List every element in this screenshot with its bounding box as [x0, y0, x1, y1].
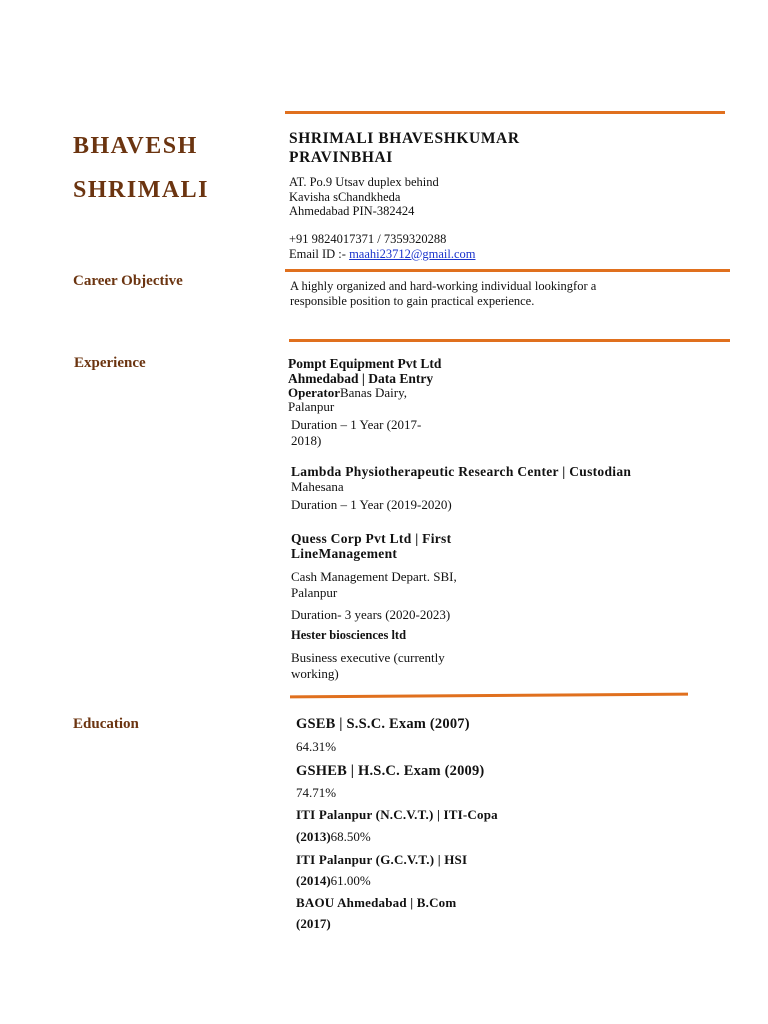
job3-title-line2: LineManagement	[291, 546, 398, 561]
job3-title-line1: Quess Corp Pvt Ltd | First	[291, 531, 452, 546]
objective-text	[290, 279, 710, 308]
section-experience: Experience	[74, 355, 146, 371]
email-link[interactable]: maahi23712@gmail.com	[349, 246, 476, 261]
edu-baou-line1: BAOU Ahmedabad | B.Com	[296, 895, 457, 910]
job3-desc-line1: Cash Management Depart. SBI,	[291, 569, 457, 584]
job4-title: Hester biosciences ltd	[291, 628, 407, 642]
full-name-line1: SHRIMALI BHAVESHKUMAR	[289, 130, 520, 147]
edu-ssc-title: GSEB | S.S.C. Exam (2007)	[296, 716, 470, 732]
job3-duration: Duration- 3 years (2020-2023)	[291, 607, 451, 622]
contact-info	[289, 232, 649, 261]
edu-iti2-score: 61.00%	[330, 873, 371, 888]
edu-hsc-title: GSHEB | H.S.C. Exam (2009)	[296, 763, 485, 779]
edu-iti2-line1: ITI Palanpur (G.C.V.T.) | HSI	[296, 852, 468, 867]
job1-location: Palanpur	[288, 399, 335, 414]
section-career-objective: Career Objective	[73, 273, 183, 289]
objective-divider-rule	[289, 339, 730, 342]
objective-line1: A highly organized and hard-working individual lookingfor a	[290, 279, 597, 293]
edu-baou-year: (2017)	[296, 916, 331, 931]
experience-divider-rule	[290, 693, 688, 699]
address-line1: AT. Po.9 Utsav duplex behind	[289, 175, 439, 189]
phone-number: +91 9824017371 / 7359320288	[289, 232, 447, 246]
job1-duration-line2: 2018)	[291, 433, 322, 448]
objective-line2: responsible position to gain practical experience.	[290, 293, 535, 308]
header-top-rule	[285, 111, 725, 114]
experience-job3	[291, 531, 551, 623]
job1-employer: Banas Dairy,	[339, 385, 408, 400]
job2-title: Lambda Physiotherapeutic Research Center | Custodian	[291, 464, 632, 479]
job4-desc-line1: Business executive (currently	[291, 650, 445, 665]
edu-iti2-line2	[296, 873, 596, 889]
first-name: BHAVESH	[73, 133, 198, 159]
edu-hsc-score: 74.71%	[296, 785, 337, 800]
job3-desc-line2: Palanpur	[291, 585, 338, 600]
edu-iti1-score: 68.50%	[330, 829, 371, 844]
edu-iti2-year: (2014)	[296, 873, 331, 888]
job1-role: Operator	[288, 385, 340, 400]
job2-location: Mahesana	[291, 479, 344, 494]
job1-title-line2: Ahmedabad | Data Entry	[288, 371, 434, 386]
contact-header	[289, 129, 729, 167]
experience-job2	[291, 464, 731, 513]
job1-title-line3	[288, 386, 548, 400]
job1-title-line1: Pompt Equipment Pvt Ltd	[288, 356, 442, 371]
address	[289, 175, 589, 219]
edu-iti1-line1: ITI Palanpur (N.C.V.T.) | ITI-Copa	[296, 807, 498, 822]
email-label: Email ID :-	[289, 246, 350, 261]
email-row	[289, 247, 649, 262]
edu-iti1-line2	[296, 829, 596, 845]
job4-desc-line2: working)	[291, 666, 339, 681]
job2-duration: Duration – 1 Year (2019-2020)	[291, 497, 452, 512]
address-line2: Kavisha sChandkheda	[289, 189, 401, 204]
edu-ssc-score: 64.31%	[296, 739, 337, 754]
address-line3: Ahmedabad PIN-382424	[289, 204, 415, 218]
education-list	[296, 715, 596, 932]
full-name-line2: PRAVINBHAI	[289, 149, 393, 166]
last-name: SHRIMALI	[73, 177, 210, 203]
section-education: Education	[73, 716, 139, 732]
contact-divider-rule	[285, 269, 730, 272]
experience-job1	[288, 356, 548, 449]
edu-iti1-year: (2013)	[296, 829, 331, 844]
job1-duration-line1: Duration – 1 Year (2017-	[291, 417, 422, 432]
experience-job4	[291, 628, 551, 682]
